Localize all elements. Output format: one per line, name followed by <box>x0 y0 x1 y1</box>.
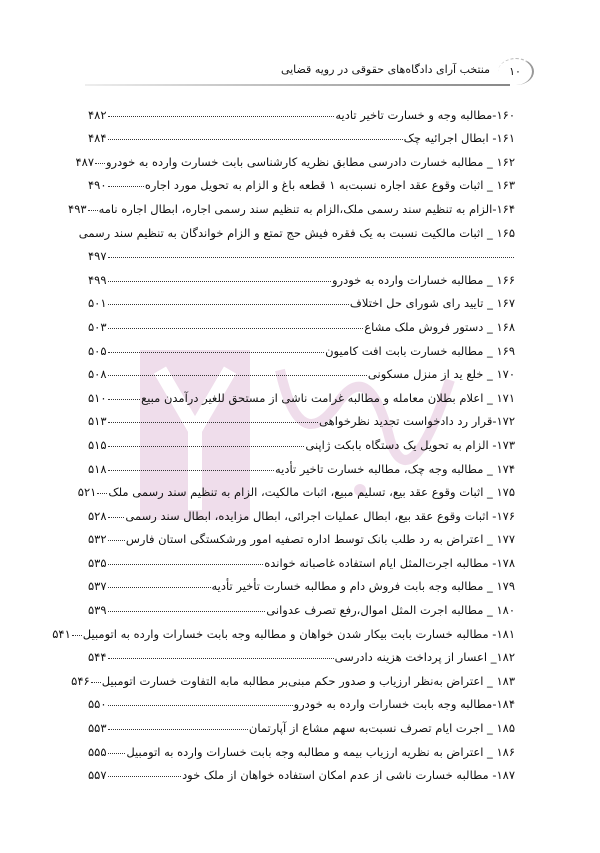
dot-leader <box>108 375 367 376</box>
toc-entry-title: ۱۶۴-الزام به تنظیم سند رسمی ملک،الزام به تنظیم سند رسمی اجاره، ابطال اجاره نامه <box>98 201 515 216</box>
dot-leader <box>108 446 305 447</box>
toc-entry-title: ۱۶۲ _ مطالبه خسارت دادرسی مطابق نظریه کارشناسی بابت خسارت وارده به خودرو <box>106 154 515 169</box>
dot-leader <box>108 281 331 282</box>
dot-leader <box>108 257 514 258</box>
toc-entry-page: ۵۰۸ <box>88 367 107 382</box>
toc-entry[interactable] <box>77 476 515 500</box>
toc-entry-title: ۱۸۲_ اعسار از پرداخت هزینه دادرسی <box>334 650 515 665</box>
toc-entry-title: ۱۸۴-مطالبه وجه بابت خسارات وارده به خودرو <box>293 697 515 712</box>
header-divider <box>85 84 510 86</box>
toc-entry-page: ۵۳۷ <box>88 579 107 594</box>
toc-entry[interactable] <box>88 593 515 617</box>
toc-entry[interactable] <box>88 711 515 735</box>
toc-entry-title: ۱۷۷ _ اعتراض به رد طلب بانک توسط اداره تصفیه امور ورشکستگی استان فارس <box>125 532 515 547</box>
toc-entry-page: ۴۸۷ <box>75 154 94 169</box>
dot-leader <box>97 493 107 494</box>
toc-entry[interactable] <box>88 169 515 193</box>
toc-entry[interactable] <box>88 287 515 311</box>
toc-entry-title: ۱۷۹ _ مطالبه وجه بابت فروش دام و مطالبه خسارت تأخیر تأدیه <box>211 579 515 594</box>
toc-entry[interactable] <box>88 641 515 665</box>
dot-leader <box>108 729 248 730</box>
toc-entry-title: ۱۸۰ _ مطالبه اجرت المثل اموال،رفع تصرف عدوانی <box>266 603 515 618</box>
toc-entry-title: ۱۷۴ _ مطالبه وجه چک، مطالبه خسارت تاخیر تأدیه <box>274 461 515 476</box>
toc-entry-title: ۱۷۱ _ اعلام بطلان معامله و مطالبه غرامت ناشی از مستحق للغیر درآمدن مبیع <box>141 390 515 405</box>
toc-entry[interactable] <box>88 759 515 783</box>
toc-entry-title: ۱۶۹ _ مطالبه خسارت بابت افت کامیون <box>325 343 515 358</box>
toc-entry-title: ۱۸۵ _ اجرت ایام تصرف نسبت‌به سهم مشاع از آپارتمان <box>248 721 515 736</box>
dot-leader <box>108 587 211 588</box>
toc-entry-page: ۵۳۹ <box>88 603 107 618</box>
toc-entry-page: ۵۳۲ <box>88 532 107 547</box>
dot-leader <box>108 540 125 541</box>
toc-entry[interactable] <box>75 145 515 169</box>
toc-entry-page: ۵۱۵ <box>88 437 107 452</box>
dot-leader <box>108 186 144 187</box>
toc-entry[interactable] <box>88 688 515 712</box>
toc-entry-page: ۵۱۳ <box>88 414 107 429</box>
table-of-contents <box>52 98 515 783</box>
toc-entry-title: ۱۸۷- مطالبه خسارت ناشی از عدم امکان استفاده خواهان از ملک خود <box>182 768 515 783</box>
toc-entry[interactable] <box>88 546 515 570</box>
toc-entry[interactable] <box>78 216 515 240</box>
toc-entry-page: ۵۵۷ <box>88 768 107 783</box>
toc-entry-page: ۵۴۱ <box>52 626 71 641</box>
dot-leader <box>91 682 101 683</box>
toc-entry-title: ۱۷۸- مطالبه اجرت‌المثل ایام استفاده غاصبانه خوانده <box>264 555 515 570</box>
toc-entry-title: ۱۸۳ _ اعتراض به‌نظر ارزیاب و صدور حکم مبنی‌بر مطالبه مابه التفاوت خسارت اتومبیل <box>101 673 515 688</box>
toc-entry-page: ۵۰۳ <box>88 319 107 334</box>
dot-leader <box>108 776 182 777</box>
toc-entry-title: ۱۶۸ _ دستور فروش ملک مشاع <box>364 319 515 334</box>
dot-leader <box>108 705 293 706</box>
dot-leader <box>72 635 82 636</box>
toc-entry[interactable] <box>88 310 515 334</box>
dot-leader <box>108 399 141 400</box>
toc-entry[interactable] <box>88 381 515 405</box>
dot-leader <box>108 753 126 754</box>
toc-entry-page: ۵۵۰ <box>88 697 107 712</box>
toc-entry-page: ۴۸۴ <box>88 131 107 146</box>
toc-entry-page: ۵۳۵ <box>88 555 107 570</box>
toc-entry-page: ۴۹۷ <box>88 249 107 264</box>
dot-leader <box>95 163 105 164</box>
toc-entry-page: ۴۹۹ <box>88 272 107 287</box>
toc-entry-page: ۴۸۲ <box>88 107 107 122</box>
dot-leader <box>108 352 325 353</box>
dot-leader <box>108 422 319 423</box>
toc-entry[interactable] <box>88 334 515 358</box>
toc-entry-page: ۵۱۸ <box>88 461 107 476</box>
toc-entry[interactable] <box>88 263 515 287</box>
toc-entry-page: ۵۵۳ <box>88 721 107 736</box>
toc-entry[interactable] <box>88 452 515 476</box>
dot-leader <box>108 470 274 471</box>
dot-leader <box>108 658 334 659</box>
page-number: ۱۰ <box>498 58 534 85</box>
dot-leader <box>108 517 125 518</box>
toc-entry-page: ۵۰۱ <box>88 296 107 311</box>
toc-entry-title: ۱۷۰ _ خلع ید از منزل مسکونی <box>367 367 515 382</box>
toc-entry-title: ۱۶۰-مطالبه وجه و خسارت تاخیر تادیه <box>335 107 515 122</box>
toc-entry-title: ۱۶۶ _ مطالبه خسارات وارده به خودرو <box>332 272 515 287</box>
toc-entry-page: ۵۴۶ <box>71 673 90 688</box>
toc-entry-title: ۱۷۶- اثبات وقوع عقد بیع، ابطال عملیات اجرائی، ابطال مزایده، ابطال سند رسمی <box>125 508 515 523</box>
toc-entry[interactable] <box>88 570 515 594</box>
toc-entry-title: ۱۷۳- الزام به تحویل یک دستگاه بابکت ژاپنی <box>305 437 515 452</box>
toc-entry-page: ۵۰۵ <box>88 343 107 358</box>
dot-leader <box>108 116 335 117</box>
toc-entry-continuation[interactable] <box>88 240 515 264</box>
toc-entry-title: ۱۷۲-قرار رد دادخواست تجدید نظرخواهی <box>319 414 515 429</box>
toc-entry[interactable] <box>88 122 515 146</box>
toc-entry-title: ۱۶۱- ابطال اجرائیه چک <box>403 131 515 146</box>
toc-entry-title: ۱۸۱- مطالبه خسارت بابت بیکار شدن خواهان و مطالبه وجه بابت خسارات وارده به اتومبیل <box>82 626 515 641</box>
toc-entry[interactable] <box>88 98 515 122</box>
toc-entry-title: ۱۶۵ _ اثبات مالکیت نسبت به یک فقره فیش حج تمتع و الزام خواندگان به تنظیم سند رسمی <box>78 225 515 240</box>
dot-leader <box>108 564 264 565</box>
dot-leader <box>108 328 364 329</box>
running-header-title: منتخب آرای دادگاه‌های حقوقی در رویه قضایی <box>280 63 490 76</box>
toc-entry[interactable] <box>88 358 515 382</box>
toc-entry-title: ۱۷۵ _ اثبات وقوع عقد بیع، تسلیم مبیع، اثبات مالکیت، الزام به تنظیم سند رسمی ملک <box>108 485 515 500</box>
toc-entry-page: ۵۴۴ <box>88 650 107 665</box>
dot-leader <box>108 611 266 612</box>
toc-entry[interactable] <box>52 617 515 641</box>
toc-entry[interactable] <box>88 523 515 547</box>
toc-entry-title: ۱۶۷ _ تایید رای شورای حل اختلاف <box>349 296 515 311</box>
toc-entry-title: ۱۸۶ _ اعتراض به نظریه ارزیاب بیمه و مطالبه وجه بابت خسارات وارده به اتومبیل <box>126 744 515 759</box>
toc-entry-page: ۴۹۳ <box>68 201 87 216</box>
toc-entry-title: ۱۶۳ _ اثبات وقوع عقد اجاره نسبت‌به ۱ قطعه باغ و الزام به تحویل مورد اجاره <box>144 178 515 193</box>
toc-entry[interactable] <box>88 405 515 429</box>
toc-entry[interactable] <box>88 735 515 759</box>
dot-leader <box>88 210 98 211</box>
toc-entry[interactable] <box>68 192 515 216</box>
toc-entry-page: ۵۵۵ <box>88 744 107 759</box>
toc-entry-page: ۴۹۰ <box>88 178 107 193</box>
toc-entry-page: ۵۲۸ <box>88 508 107 523</box>
toc-entry-page: ۵۱۰ <box>88 390 107 405</box>
toc-entry[interactable] <box>88 428 515 452</box>
toc-entry[interactable] <box>88 499 515 523</box>
toc-entry-page: ۵۲۱ <box>77 485 97 500</box>
dot-leader <box>108 139 403 140</box>
toc-entry[interactable] <box>71 664 515 688</box>
dot-leader <box>108 304 349 305</box>
